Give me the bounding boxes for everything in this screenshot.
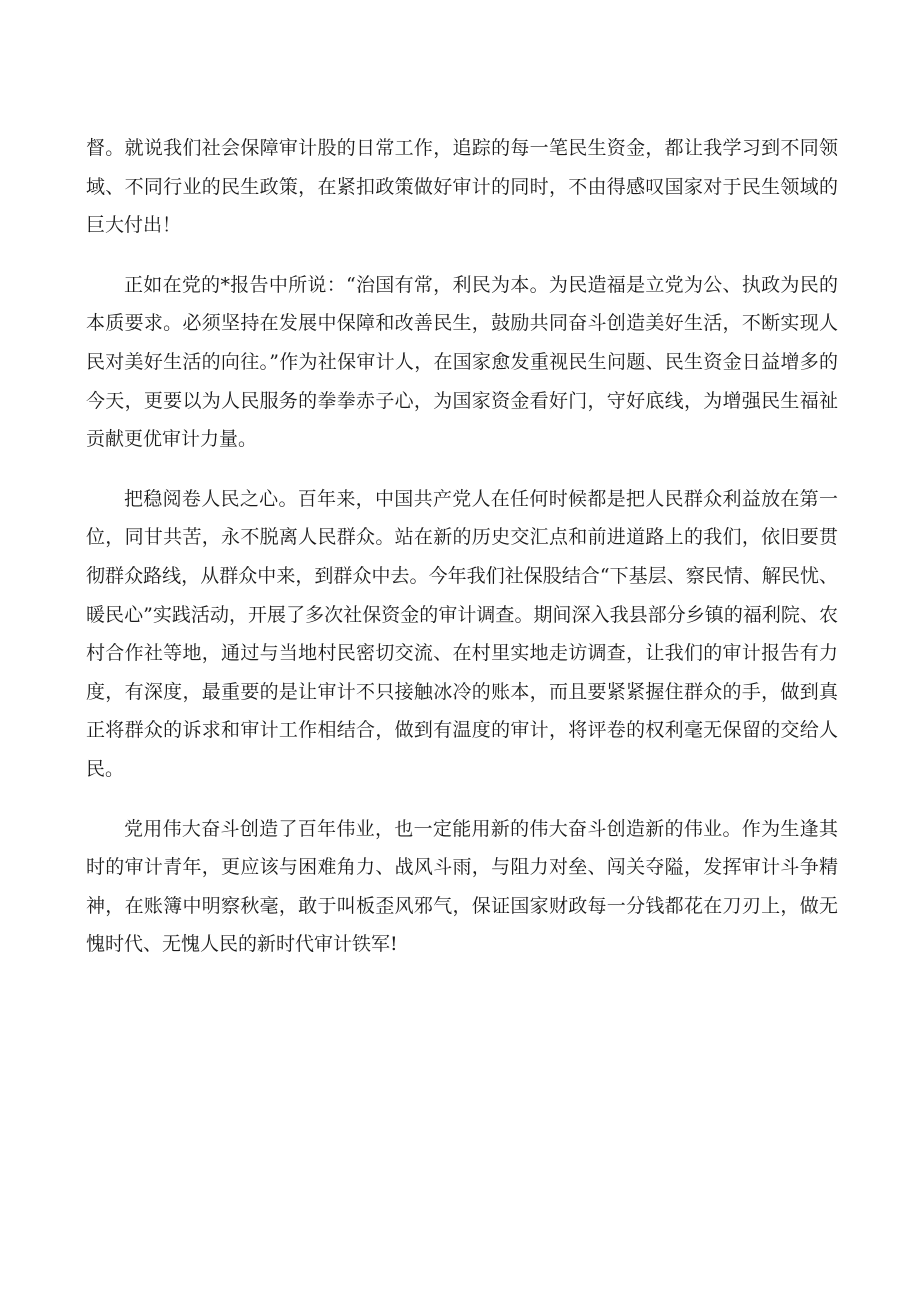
paragraph-conclusion: 党用伟大奋斗创造了百年伟业，也一定能用新的伟大奋斗创造新的伟业。作为生逢其时的审计青年，更应该与困难角力、战风斗雨，与阻力对垒、闯关夺隘，发挥审计斗争精神，在账簿中明察秋毫，敢于叫板歪风邪气，保证国家财政每一分钱都花在刀刃上，做无愧时代、无愧人民的新时代审计铁军! — [86, 817, 838, 956]
document-body — [86, 129, 838, 964]
paragraph-report-quote: 正如在党的*报告中所说：“治国有常，利民为本。为民造福是立党为公、执政为民的本质要求。必须坚持在发展中保障和改善民生，鼓励共同奋斗创造美好生活，不断实现人民对美好生活的向往。”作为社保审计人，在国家愈发重视民生问题、民生资金日益增多的今天，更要以为人民服务的拳拳赤子心，为国家资金看好门，守好底线，为增强民生福祉贡献更优审计力量。 — [86, 273, 838, 451]
paragraph-people-heart: 把稳阅卷人民之心。百年来，中国共产党人在任何时候都是把人民群众利益放在第一位，同甘共苦，永不脱离人民群众。站在新的历史交汇点和前进道路上的我们，依旧要贯彻群众路线，从群众中来，到群众中去。今年我们社保股结合“下基层、察民情、解民忧、暖民心”实践活动，开展了多次社保资金的审计调查。期间深入我县部分乡镇的福利院、农村合作社等地，通过与当地村民密切交流、在村里实地走访调查，让我们的审计报告有力度，有深度，最重要的是让审计不只接触冰冷的账本，而且要紧紧握住群众的手，做到真正将群众的诉求和审计工作相结合，做到有温度的审计，将评卷的权利毫无保留的交给人民。 — [86, 487, 838, 780]
paragraph-continuation: 督。就说我们社会保障审计股的日常工作，追踪的每一笔民生资金，都让我学习到不同领域、不同行业的民生政策，在紧扣政策做好审计的同时，不由得感叹国家对于民生领域的巨大付出！ — [86, 137, 838, 237]
